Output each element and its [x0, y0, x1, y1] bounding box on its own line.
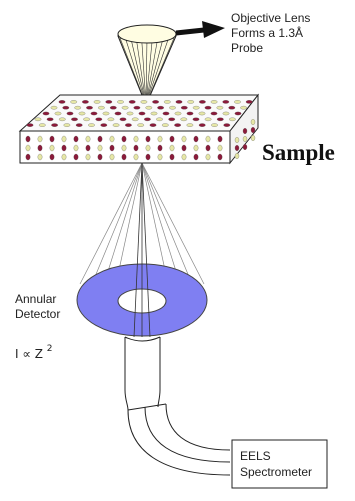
- atom: [67, 112, 73, 115]
- atom: [110, 154, 114, 160]
- atom: [38, 145, 42, 151]
- atom: [199, 124, 205, 127]
- atom: [217, 118, 223, 121]
- atom: [218, 154, 222, 160]
- probe-line-1: Objective Lens: [231, 11, 311, 25]
- atom: [235, 145, 239, 151]
- atom: [234, 100, 240, 103]
- atom: [27, 124, 33, 127]
- atom: [108, 118, 114, 121]
- spectrometer-line-1: EELS: [240, 449, 271, 463]
- atom: [82, 100, 88, 103]
- atom: [175, 112, 181, 115]
- atom: [164, 100, 170, 103]
- atom: [246, 100, 252, 103]
- atom: [26, 145, 30, 151]
- atom: [223, 100, 229, 103]
- formula-prefix: I ∝ Z: [15, 347, 43, 361]
- atom: [169, 118, 175, 121]
- atom: [38, 154, 42, 160]
- atom: [91, 112, 97, 115]
- atom: [170, 154, 174, 160]
- detector-label-line-1: Annular: [15, 292, 57, 306]
- atom: [110, 145, 114, 151]
- atom: [122, 145, 126, 151]
- atom: [74, 145, 78, 151]
- atom: [59, 100, 65, 103]
- atom: [182, 145, 186, 151]
- atom: [163, 112, 169, 115]
- atom: [26, 154, 30, 160]
- atom: [138, 124, 144, 127]
- atom: [50, 136, 54, 142]
- atom: [223, 112, 229, 115]
- atom: [243, 136, 247, 142]
- atom: [120, 118, 126, 121]
- atom: [211, 124, 217, 127]
- atom: [235, 153, 239, 159]
- atom: [59, 118, 65, 121]
- eels-box: [232, 440, 327, 488]
- atom: [176, 100, 182, 103]
- atom: [193, 118, 199, 121]
- atom: [98, 145, 102, 151]
- atom: [55, 112, 61, 115]
- detector-label: [15, 292, 60, 321]
- atom: [194, 145, 198, 151]
- atom: [98, 154, 102, 160]
- atom: [74, 136, 78, 142]
- atom: [71, 118, 77, 121]
- atom: [205, 106, 211, 109]
- atom: [187, 124, 193, 127]
- atom: [243, 128, 247, 134]
- atom: [169, 106, 175, 109]
- atom: [98, 106, 104, 109]
- atom: [235, 112, 241, 115]
- atom: [110, 136, 114, 142]
- atom: [240, 106, 246, 109]
- atom: [206, 145, 210, 151]
- atom: [115, 112, 121, 115]
- formula-exponent: 2: [46, 344, 53, 354]
- probe-text: [231, 11, 314, 55]
- atom: [181, 106, 187, 109]
- atom: [129, 100, 135, 103]
- probe-line-2: Forms a 1.3Å: [231, 26, 304, 40]
- atom: [151, 112, 157, 115]
- atom: [50, 145, 54, 151]
- atom: [217, 106, 223, 109]
- atom: [26, 136, 30, 142]
- atom: [125, 124, 131, 127]
- arrow-head: [202, 21, 225, 38]
- atom: [182, 154, 186, 160]
- atom: [63, 106, 69, 109]
- atom: [134, 154, 138, 160]
- atom: [38, 136, 42, 142]
- atom: [106, 100, 112, 103]
- atom: [235, 137, 239, 143]
- atom: [76, 124, 82, 127]
- atom: [182, 136, 186, 142]
- atom: [181, 118, 187, 121]
- atom: [152, 100, 158, 103]
- atom: [51, 124, 57, 127]
- atom: [206, 136, 210, 142]
- atom: [188, 100, 194, 103]
- lens-aperture: [118, 25, 176, 43]
- tube-flange: [128, 404, 166, 410]
- tube-inner-top: [158, 337, 160, 407]
- atom: [62, 145, 66, 151]
- atom: [122, 154, 126, 160]
- atom: [113, 124, 119, 127]
- atom: [62, 154, 66, 160]
- atom: [146, 154, 150, 160]
- atom: [86, 154, 90, 160]
- atom: [205, 118, 211, 121]
- atom: [122, 106, 128, 109]
- atom: [64, 124, 70, 127]
- tube-opening: [125, 337, 160, 341]
- detector-formula: [15, 344, 53, 361]
- atom: [101, 124, 107, 127]
- atom: [88, 124, 94, 127]
- atom: [43, 112, 49, 115]
- atom: [50, 154, 54, 160]
- detector-label-line-2: Detector: [15, 307, 61, 321]
- atom: [134, 145, 138, 151]
- atom: [156, 118, 162, 121]
- atom: [224, 124, 230, 127]
- atom: [74, 154, 78, 160]
- atom: [211, 100, 217, 103]
- sample-label: Sample: [262, 140, 335, 165]
- atom: [134, 106, 140, 109]
- atom: [229, 118, 235, 121]
- atom: [174, 124, 180, 127]
- atom: [86, 145, 90, 151]
- atom: [127, 112, 133, 115]
- atom: [144, 118, 150, 121]
- atom: [51, 106, 57, 109]
- atom: [218, 145, 222, 151]
- atom: [146, 136, 150, 142]
- atom: [194, 154, 198, 160]
- atom: [206, 154, 210, 160]
- atom: [110, 106, 116, 109]
- atom: [211, 112, 217, 115]
- atom: [103, 112, 109, 115]
- atom: [158, 145, 162, 151]
- atom: [62, 136, 66, 142]
- atom: [170, 145, 174, 151]
- atom: [146, 145, 150, 151]
- atom: [194, 136, 198, 142]
- atom: [170, 136, 174, 142]
- atom: [122, 136, 126, 142]
- atom: [199, 100, 205, 103]
- atom: [79, 112, 85, 115]
- arrow-shaft: [176, 30, 204, 33]
- atom: [35, 118, 41, 121]
- tube-outer-top: [125, 337, 128, 410]
- atom: [218, 136, 222, 142]
- atom: [86, 106, 92, 109]
- atom: [146, 106, 152, 109]
- atom: [162, 124, 168, 127]
- atom: [94, 100, 100, 103]
- probe-line-3: Probe: [231, 41, 264, 55]
- atom: [71, 100, 77, 103]
- atom: [47, 118, 53, 121]
- atom: [86, 136, 90, 142]
- atom: [251, 127, 255, 133]
- sample-slab: [20, 95, 258, 163]
- probe-arrow: [176, 21, 225, 38]
- atom: [96, 118, 102, 121]
- atom: [251, 119, 255, 125]
- atom: [132, 118, 138, 121]
- atom: [251, 135, 255, 141]
- atom: [75, 106, 81, 109]
- atom: [199, 112, 205, 115]
- atom: [187, 112, 193, 115]
- atom: [157, 106, 163, 109]
- atom: [117, 100, 123, 103]
- atom: [98, 136, 102, 142]
- objective-lens: [118, 25, 176, 105]
- atom: [141, 100, 147, 103]
- spectrometer-line-2: Spectrometer: [240, 465, 313, 479]
- atom: [193, 106, 199, 109]
- atom: [158, 136, 162, 142]
- atom: [83, 118, 89, 121]
- atom: [150, 124, 156, 127]
- tube-inner-curve: [166, 404, 230, 450]
- spectrometer-tube: [125, 337, 230, 475]
- atom: [229, 106, 235, 109]
- tube-mid-curve: [145, 407, 230, 462]
- atom: [134, 136, 138, 142]
- atom: [139, 112, 145, 115]
- tube-outer-curve: [128, 410, 230, 475]
- atom: [158, 154, 162, 160]
- atom: [39, 124, 45, 127]
- atom: [243, 144, 247, 150]
